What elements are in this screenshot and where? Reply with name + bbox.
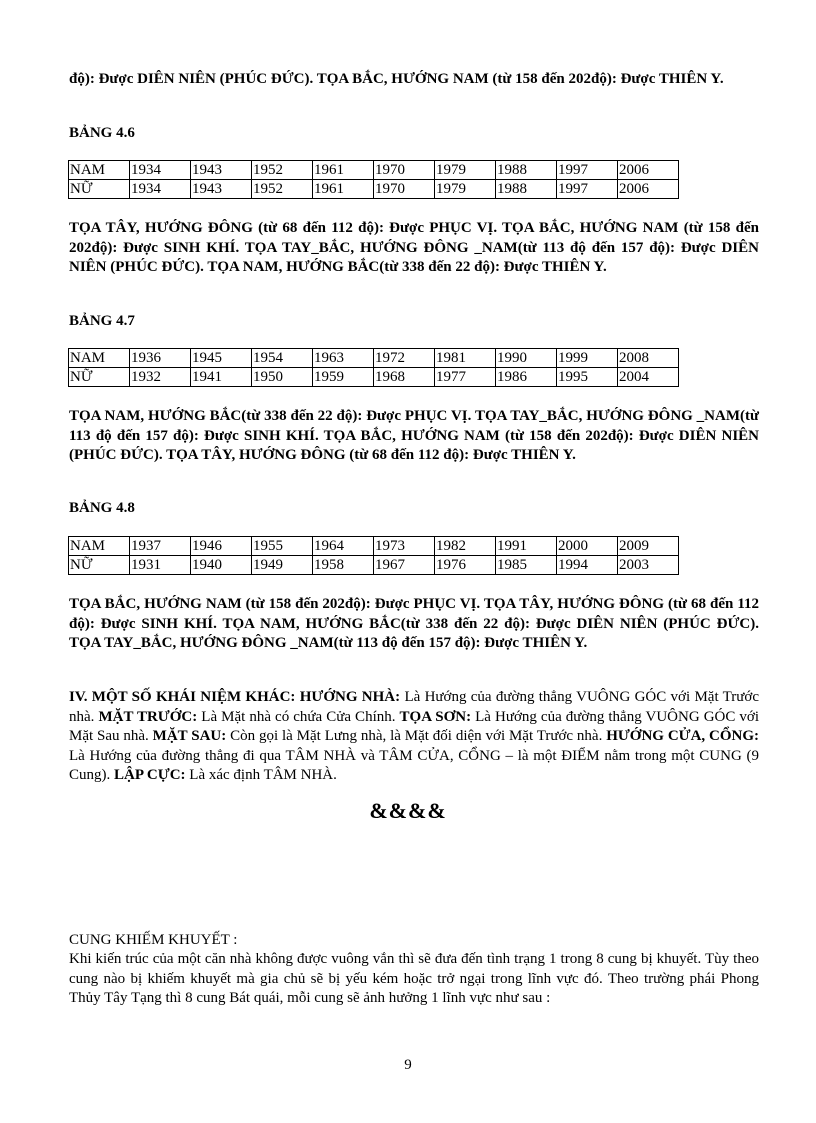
table-cell: NAM — [69, 349, 130, 368]
table-4-8-title: BẢNG 4.8 — [69, 500, 135, 516]
table-cell: NAM — [69, 537, 130, 556]
table-cell: 1949 — [252, 556, 313, 575]
table-cell: 2006 — [618, 180, 679, 199]
table-row — [69, 368, 679, 387]
table-cell: 1995 — [557, 368, 618, 387]
cung-khiem-khuyet-heading: CUNG KHIẾM KHUYẾT : — [69, 932, 238, 948]
table-row — [69, 537, 679, 556]
table-cell: 1954 — [252, 349, 313, 368]
table-cell: 1943 — [191, 161, 252, 180]
term-huong-nha: HƯỚNG NHÀ: — [299, 689, 401, 705]
table-cell: NỮ — [69, 556, 130, 575]
section-separator: &&&& — [369, 798, 447, 823]
table-cell: 1950 — [252, 368, 313, 387]
cung-khiem-khuyet-body: Khi kiến trúc của một căn nhà không được vuông vắn thì sẽ đưa đến tình trạng 1 trong 8 cung bị khuyết. Tùy theo cung nào bị khiếm khuyết mà gia chủ sẽ bị yếu kém hoặc trở ngại trong lĩnh vực đó. Theo trường phái Phong Thủy Tây Tạng thì 8 cung Bát quái, mỗi cung sẽ ảnh hưởng 1 lĩnh vực như sau : — [69, 951, 759, 1006]
definition-huong-nha: Là Hướng của đường thẳng VUÔNG GÓC với Mặt Trước nhà. — [69, 689, 760, 725]
table-cell: 1972 — [374, 349, 435, 368]
table-cell: 1976 — [435, 556, 496, 575]
term-lap-cuc: LẬP CỰC: — [114, 767, 186, 783]
term-mat-truoc: MẶT TRƯỚC: — [98, 708, 198, 725]
table-cell: 1999 — [557, 349, 618, 368]
table-cell: 1943 — [191, 180, 252, 199]
table-4-7 — [68, 348, 679, 387]
table-cell: 1945 — [191, 349, 252, 368]
table-cell: 1955 — [252, 537, 313, 556]
table-cell: 1934 — [130, 180, 191, 199]
table-cell: 1967 — [374, 556, 435, 575]
table-cell: 1932 — [130, 368, 191, 387]
table-cell: 1937 — [130, 537, 191, 556]
table-cell: 1952 — [252, 161, 313, 180]
table-cell: NAM — [69, 161, 130, 180]
definition-lap-cuc: Là xác định TÂM NHÀ. — [189, 767, 337, 783]
table-cell: 2004 — [618, 368, 679, 387]
table-cell: 1988 — [496, 161, 557, 180]
table-cell: 1979 — [435, 161, 496, 180]
table-4-8 — [68, 536, 679, 575]
table-cell: 2006 — [618, 161, 679, 180]
table-cell: 1931 — [130, 556, 191, 575]
table-4-6-title: BẢNG 4.6 — [69, 125, 135, 141]
table-cell: 1961 — [313, 180, 374, 199]
paragraph-after-4-6: TỌA TÂY, HƯỚNG ĐÔNG (từ 68 đến 112 độ): Được PHỤC VỊ. TỌA BẮC, HƯỚNG NAM (từ 158 đến 202độ): Được SINH KHÍ. TỌA TAY_BẮC, HƯỚNG ĐÔNG _NAM(từ 113 độ đến 157 độ): Được DIÊN NIÊN (PHÚC ĐỨC). TỌA NAM, HƯỚNG BẮC(từ 338 đến 22 độ): Được THIÊN Y. — [69, 220, 759, 275]
table-cell: 1934 — [130, 161, 191, 180]
term-toa-son: TỌA SƠN: — [399, 708, 472, 725]
table-cell: 1970 — [374, 180, 435, 199]
definition-toa-son: Là Hướng của đường thẳng VUÔNG GÓC với Mặt Sau nhà. — [69, 708, 760, 744]
table-cell: 1940 — [191, 556, 252, 575]
table-cell: 1946 — [191, 537, 252, 556]
table-cell: 1986 — [496, 368, 557, 387]
table-4-7-title: BẢNG 4.7 — [69, 313, 135, 329]
concepts-heading: IV. MỘT SỐ KHÁI NIỆM KHÁC: — [69, 689, 296, 705]
term-mat-sau: MẶT SAU: — [152, 728, 227, 744]
table-cell: 1964 — [313, 537, 374, 556]
table-cell: 1988 — [496, 180, 557, 199]
table-cell: 1985 — [496, 556, 557, 575]
table-cell: 1973 — [374, 537, 435, 556]
table-cell: 1997 — [557, 180, 618, 199]
table-cell: 2009 — [618, 537, 679, 556]
table-row — [69, 161, 679, 180]
page-number: 9 — [404, 1057, 412, 1073]
table-cell: NỮ — [69, 368, 130, 387]
table-cell: 2003 — [618, 556, 679, 575]
table-cell: 1941 — [191, 368, 252, 387]
paragraph-concepts — [69, 688, 759, 786]
table-row — [69, 180, 679, 199]
table-cell: 1936 — [130, 349, 191, 368]
table-cell: 1997 — [557, 161, 618, 180]
table-4-6 — [68, 160, 679, 199]
table-cell: 1981 — [435, 349, 496, 368]
table-cell: 1952 — [252, 180, 313, 199]
table-cell: 1970 — [374, 161, 435, 180]
table-cell: 1961 — [313, 161, 374, 180]
term-huong-cua-cong: HƯỚNG CỬA, CỔNG: — [606, 728, 760, 744]
table-cell: 1979 — [435, 180, 496, 199]
table-cell: 1977 — [435, 368, 496, 387]
table-cell: 1968 — [374, 368, 435, 387]
paragraph-after-4-8: TỌA BẮC, HƯỚNG NAM (từ 158 đến 202độ): Được PHỤC VỊ. TỌA TÂY, HƯỚNG ĐÔNG (từ 68 đến 112 độ): Được SINH KHÍ. TỌA NAM, HƯỚNG BẮC(từ 338 đến 22 độ): Được DIÊN NIÊN (PHÚC ĐỨC). TỌA TAY_BẮC, HƯỚNG ĐÔNG _NAM(từ 113 độ đến 157 độ): Được THIÊN Y. — [69, 596, 759, 651]
paragraph-intro: độ): Được DIÊN NIÊN (PHÚC ĐỨC). TỌA BẮC, HƯỚNG NAM (từ 158 đến 202độ): Được THIÊN Y. — [69, 71, 724, 87]
table-cell: 1991 — [496, 537, 557, 556]
table-cell: 1959 — [313, 368, 374, 387]
table-cell: 2008 — [618, 349, 679, 368]
definition-huong-cua-cong: Là Hướng của đường thẳng đi qua TÂM NHÀ và TÂM CỬA, CỔNG – là một ĐIỂM nằm trong một CUNG (9 Cung). — [69, 747, 759, 783]
table-cell: 2000 — [557, 537, 618, 556]
table-cell: 1963 — [313, 349, 374, 368]
table-cell: 1982 — [435, 537, 496, 556]
table-cell: 1990 — [496, 349, 557, 368]
definition-mat-sau: Còn gọi là Mặt Lưng nhà, là Mặt đối diện với Mặt Trước nhà. — [230, 728, 603, 744]
table-cell: NỮ — [69, 180, 130, 199]
table-cell: 1994 — [557, 556, 618, 575]
table-cell: 1958 — [313, 556, 374, 575]
table-row — [69, 556, 679, 575]
definition-mat-truoc: Là Mặt nhà có chứa Cửa Chính. — [201, 708, 396, 725]
paragraph-after-4-7: TỌA NAM, HƯỚNG BẮC(từ 338 đến 22 độ): Được PHỤC VỊ. TỌA TAY_BẮC, HƯỚNG ĐÔNG _NAM(từ 113 độ đến 157 độ): Được SINH KHÍ. TỌA BẮC, HƯỚNG NAM (từ 158 đến 202độ): Được DIÊN NIÊN (PHÚC ĐỨC). TỌA TÂY, HƯỚNG ĐÔNG (từ 68 đến 112 độ): Được THIÊN Y. — [69, 408, 759, 463]
table-row — [69, 349, 679, 368]
